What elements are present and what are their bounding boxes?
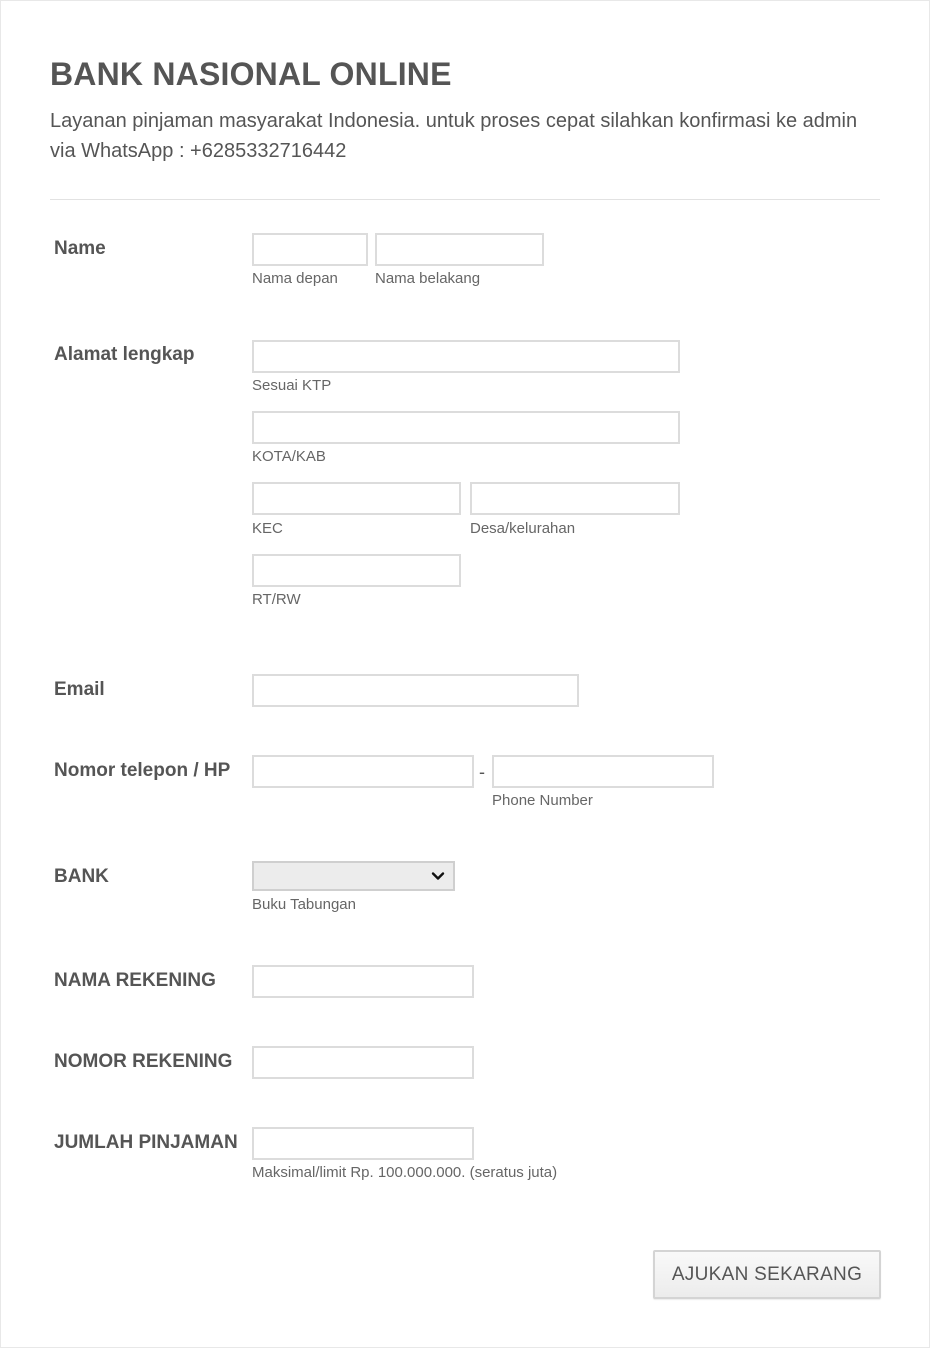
- loan-amount-label: JUMLAH PINJAMAN: [54, 1132, 238, 1153]
- first-name-sublabel: Nama depan: [252, 270, 338, 287]
- account-name-input[interactable]: [252, 965, 474, 998]
- loan-amount-sublabel: Maksimal/limit Rp. 100.000.000. (seratus juta): [252, 1164, 558, 1181]
- rt-rw-sublabel: RT/RW: [252, 591, 301, 608]
- name-label: Name: [54, 238, 106, 259]
- street-address-sublabel: Sesuai KTP: [252, 377, 332, 394]
- page-description: Layanan pinjaman masyarakat Indonesia. untuk proses cepat silahkan konfirmasi ke admin via WhatsApp : +6285332716442: [50, 110, 858, 162]
- desa-input[interactable]: [470, 482, 680, 515]
- header-divider: [50, 199, 880, 200]
- desa-sublabel: Desa/kelurahan: [470, 520, 576, 537]
- account-name-label: NAMA REKENING: [54, 970, 216, 991]
- bank-select[interactable]: [252, 861, 455, 891]
- page-title: BANK NASIONAL ONLINE: [50, 56, 452, 92]
- phone-label: Nomor telepon / HP: [54, 760, 231, 781]
- first-name-input[interactable]: [252, 233, 368, 266]
- bank-sublabel: Buku Tabungan: [252, 896, 356, 913]
- phone-number-sublabel: Phone Number: [492, 792, 593, 809]
- phone-separator: -: [479, 762, 485, 782]
- address-label: Alamat lengkap: [54, 344, 195, 365]
- last-name-input[interactable]: [375, 233, 544, 266]
- submit-button[interactable]: AJUKAN SEKARANG: [653, 1250, 881, 1299]
- city-input[interactable]: [252, 411, 680, 444]
- bank-label: BANK: [54, 866, 109, 887]
- account-number-label: NOMOR REKENING: [54, 1051, 233, 1072]
- email-label: Email: [54, 679, 105, 700]
- kecamatan-input[interactable]: [252, 482, 461, 515]
- street-address-input[interactable]: [252, 340, 680, 373]
- rt-rw-input[interactable]: [252, 554, 461, 587]
- city-sublabel: KOTA/KAB: [252, 448, 326, 465]
- last-name-sublabel: Nama belakang: [375, 270, 481, 287]
- email-input[interactable]: [252, 674, 579, 707]
- loan-amount-input[interactable]: [252, 1127, 474, 1160]
- phone-area-code-input[interactable]: [252, 755, 474, 788]
- kecamatan-sublabel: KEC: [252, 520, 283, 537]
- chevron-down-icon: [431, 869, 445, 883]
- account-number-input[interactable]: [252, 1046, 474, 1079]
- phone-number-input[interactable]: [492, 755, 714, 788]
